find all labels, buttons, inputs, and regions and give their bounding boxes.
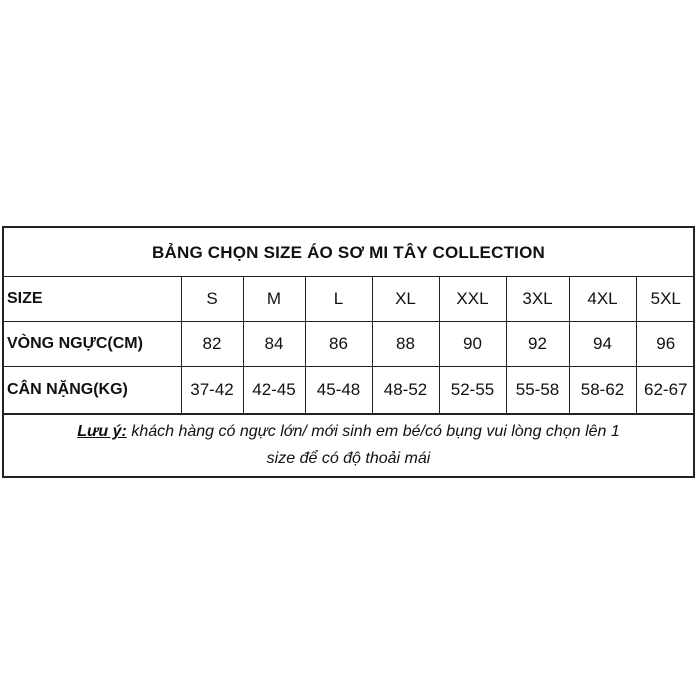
- size-cell-4xl: 4XL: [569, 277, 636, 322]
- size-chart: [2, 226, 695, 478]
- fit-note-line-1: [8, 418, 689, 445]
- size-table: [4, 277, 695, 414]
- chest-cell: 88: [372, 322, 439, 367]
- size-cell-l: L: [305, 277, 372, 322]
- chest-cell: 92: [506, 322, 569, 367]
- size-cell-3xl: 3XL: [506, 277, 569, 322]
- size-cell-s: S: [181, 277, 243, 322]
- chest-cell: 82: [181, 322, 243, 367]
- chest-row-label: VÒNG NGỰC(CM): [4, 322, 181, 367]
- fit-note-text-1: khách hàng có ngực lớn/ mới sinh em bé/có bụng vui lòng chọn lên 1: [131, 423, 620, 440]
- weight-cell: 52-55: [439, 367, 506, 414]
- chest-cell: 94: [569, 322, 636, 367]
- chest-row: [4, 322, 695, 367]
- chart-title: BẢNG CHỌN SIZE ÁO SƠ MI TÂY COLLECTION: [4, 228, 693, 277]
- weight-cell: 58-62: [569, 367, 636, 414]
- weight-cell: 37-42: [181, 367, 243, 414]
- weight-cell: 55-58: [506, 367, 569, 414]
- chest-cell: 90: [439, 322, 506, 367]
- fit-note: [4, 414, 693, 476]
- size-cell-xl: XL: [372, 277, 439, 322]
- size-header-row: [4, 277, 695, 322]
- chest-cell: 96: [636, 322, 695, 367]
- weight-cell: 42-45: [243, 367, 305, 414]
- weight-cell: 48-52: [372, 367, 439, 414]
- chest-cell: 84: [243, 322, 305, 367]
- size-cell-5xl: 5XL: [636, 277, 695, 322]
- fit-note-text-2: size để có độ thoải mái: [266, 450, 431, 467]
- chest-cell: 86: [305, 322, 372, 367]
- weight-cell: 62-67: [636, 367, 695, 414]
- size-cell-xxl: XXL: [439, 277, 506, 322]
- weight-cell: 45-48: [305, 367, 372, 414]
- size-header-label: SIZE: [4, 277, 181, 322]
- fit-note-label: Lưu ý:: [77, 423, 127, 440]
- weight-row: [4, 367, 695, 414]
- size-cell-m: M: [243, 277, 305, 322]
- weight-row-label: CÂN NẶNG(KG): [4, 367, 181, 414]
